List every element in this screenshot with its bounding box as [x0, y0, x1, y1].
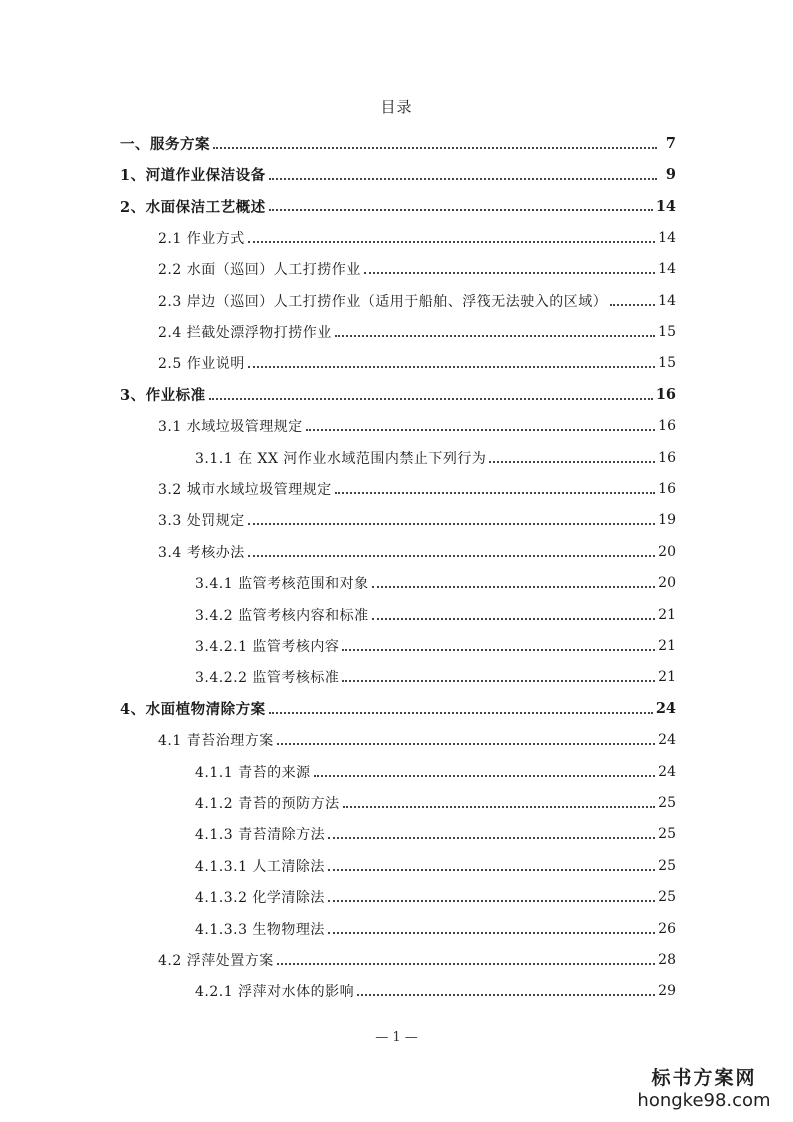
toc-entry-label: 4.1.3 青苔清除方法 — [195, 827, 326, 844]
toc-entry-label: 4.1.1 青苔的来源 — [195, 764, 311, 781]
toc-entry[interactable] — [158, 505, 676, 536]
toc-entry-page: 15 — [658, 355, 676, 372]
toc-leader-dots — [342, 649, 655, 651]
toc-entry-page: 21 — [658, 637, 676, 654]
toc-entry[interactable] — [158, 285, 676, 316]
toc-leader-dots — [248, 241, 655, 243]
toc-leader-dots — [328, 932, 655, 934]
toc-entry-page: 26 — [658, 920, 676, 937]
toc-entry-page: 28 — [658, 951, 676, 968]
toc-entry-label: 3.2 城市水域垃圾管理规定 — [158, 481, 332, 498]
toc-entry-label: 3.4 考核办法 — [158, 544, 245, 561]
toc-entry-page: 16 — [658, 418, 676, 435]
toc-entry[interactable] — [195, 787, 676, 818]
toc-entry-page: 19 — [658, 512, 676, 529]
toc-leader-dots — [328, 837, 655, 839]
toc-entry[interactable] — [195, 913, 676, 944]
toc-entry-label: 2.1 作业方式 — [158, 230, 245, 247]
toc-entry-label: 3.4.1 监管考核范围和对象 — [195, 576, 369, 593]
toc-entry[interactable] — [195, 568, 676, 599]
toc-entry-page: 25 — [658, 794, 676, 811]
toc-entry-page: 20 — [658, 543, 676, 560]
toc-entry-label: 3.1.1 在 XX 河作业水域范围内禁止下列行为 — [195, 450, 487, 467]
toc-entry-page: 25 — [658, 889, 676, 906]
toc-entry[interactable] — [195, 756, 676, 787]
toc-entry-label: 3、作业标准 — [120, 387, 206, 405]
toc-entry-label: 2.2 水面（巡回）人工打捞作业 — [158, 262, 361, 279]
toc-leader-dots — [335, 492, 655, 494]
toc-entry-page: 24 — [655, 700, 676, 718]
toc-entry[interactable] — [195, 662, 676, 693]
toc-entry-label: 3.4.2.2 监管考核标准 — [195, 670, 340, 687]
toc-entry[interactable] — [158, 725, 676, 756]
toc-leader-dots — [328, 900, 655, 902]
toc-entry-page: 14 — [658, 292, 676, 309]
toc-leader-dots — [248, 366, 655, 368]
toc-entry-page: 16 — [658, 480, 676, 497]
toc-entry-label: 一、服务方案 — [120, 136, 210, 153]
toc-entry[interactable] — [120, 379, 676, 410]
toc-entry[interactable] — [195, 819, 676, 850]
toc-entry-label: 4.1.2 青苔的预防方法 — [195, 795, 340, 812]
toc-entry-label: 2、水面保洁工艺概述 — [120, 198, 266, 216]
toc-leader-dots — [364, 272, 655, 274]
toc-entry-page: 7 — [665, 135, 676, 152]
toc-entry[interactable] — [195, 850, 676, 881]
page-title: 目录 — [380, 98, 413, 116]
toc-entry[interactable] — [158, 536, 676, 567]
toc-entry-page: 20 — [658, 575, 676, 592]
toc-leader-dots — [314, 775, 656, 777]
toc-entry-page: 15 — [658, 323, 676, 340]
toc-entry[interactable] — [195, 882, 676, 913]
page-number: — 1 — — [375, 1030, 418, 1045]
watermark — [629, 1066, 779, 1112]
toc-entry[interactable] — [195, 442, 676, 473]
toc-entry-label: 2.5 作业说明 — [158, 356, 245, 373]
toc-entry[interactable] — [195, 599, 676, 630]
toc-entry[interactable] — [158, 473, 676, 504]
toc-leader-dots — [489, 461, 655, 463]
toc-leader-dots — [269, 712, 653, 714]
watermark-url: hongke98.com — [637, 1090, 771, 1111]
toc-leader-dots — [209, 398, 653, 400]
toc-entry-page: 25 — [658, 826, 676, 843]
toc-entry-page: 14 — [658, 229, 676, 246]
toc-entry[interactable] — [158, 348, 676, 379]
toc-entry[interactable] — [158, 944, 676, 975]
toc-entry-page: 14 — [655, 197, 676, 215]
toc-entry[interactable] — [158, 254, 676, 285]
toc-leader-dots — [277, 963, 655, 965]
toc-entry-page: 29 — [658, 983, 676, 1000]
toc-entry-label: 3.4.2.1 监管考核内容 — [195, 638, 340, 655]
toc-entry[interactable] — [158, 411, 676, 442]
toc-leader-dots — [343, 806, 656, 808]
toc-entry[interactable] — [158, 316, 676, 347]
toc-entry-label: 4.1.3.3 生物物理法 — [195, 921, 325, 938]
toc-entry-label: 4.2 浮萍处置方案 — [158, 952, 274, 969]
toc-leader-dots — [277, 743, 655, 745]
toc-leader-dots — [372, 586, 656, 588]
toc-leader-dots — [357, 994, 655, 996]
toc-entry-page: 16 — [658, 449, 676, 466]
toc-leader-dots — [213, 147, 657, 149]
toc-entry-page: 9 — [665, 166, 676, 184]
toc-entry-label: 4、水面植物清除方案 — [120, 701, 266, 719]
toc-entry-label: 4.1 青苔治理方案 — [158, 733, 274, 750]
toc-entry-page: 21 — [658, 606, 676, 623]
toc-leader-dots — [342, 680, 655, 682]
toc-entry-label: 1、河道作业保洁设备 — [120, 167, 266, 185]
toc-entry-page: 21 — [658, 669, 676, 686]
toc-entry[interactable] — [158, 222, 676, 253]
toc-entry-label: 4.1.3.1 人工清除法 — [195, 858, 325, 875]
toc-entry-label: 3.4.2 监管考核内容和标准 — [195, 607, 369, 624]
toc-leader-dots — [269, 209, 653, 211]
toc-entry-label: 3.3 处罚规定 — [158, 513, 245, 530]
toc-leader-dots — [269, 178, 657, 180]
watermark-logo-text: 标书方案网 — [651, 1067, 757, 1089]
toc-entry[interactable] — [120, 128, 676, 159]
toc-entry[interactable] — [120, 191, 676, 222]
toc-entry[interactable] — [195, 976, 676, 1007]
toc-leader-dots — [248, 555, 655, 557]
toc-entry-label: 2.3 岸边（巡回）人工打捞作业（适用于船舶、浮筏无法驶入的区域） — [158, 293, 608, 310]
toc-entry-page: 14 — [658, 261, 676, 278]
toc-entry-page: 25 — [658, 857, 676, 874]
toc-entry[interactable] — [120, 159, 676, 190]
toc-leader-dots — [306, 429, 655, 431]
toc-entry-page: 24 — [658, 763, 676, 780]
toc-entry-label: 3.1 水域垃圾管理规定 — [158, 419, 303, 436]
toc-leader-dots — [248, 523, 655, 525]
toc-entry-label: 2.4 拦截处漂浮物打捞作业 — [158, 324, 332, 341]
toc-entry-page: 16 — [655, 386, 676, 404]
toc-leader-dots — [328, 869, 655, 871]
toc-entry[interactable] — [195, 630, 676, 661]
toc-entry-label: 4.1.3.2 化学清除法 — [195, 890, 325, 907]
toc-leader-dots — [610, 304, 655, 306]
toc-entry[interactable] — [120, 693, 676, 724]
toc-entry-label: 4.2.1 浮萍对水体的影响 — [195, 984, 355, 1001]
toc-entry-page: 24 — [658, 732, 676, 749]
toc-leader-dots — [335, 335, 655, 337]
toc-leader-dots — [372, 618, 656, 620]
